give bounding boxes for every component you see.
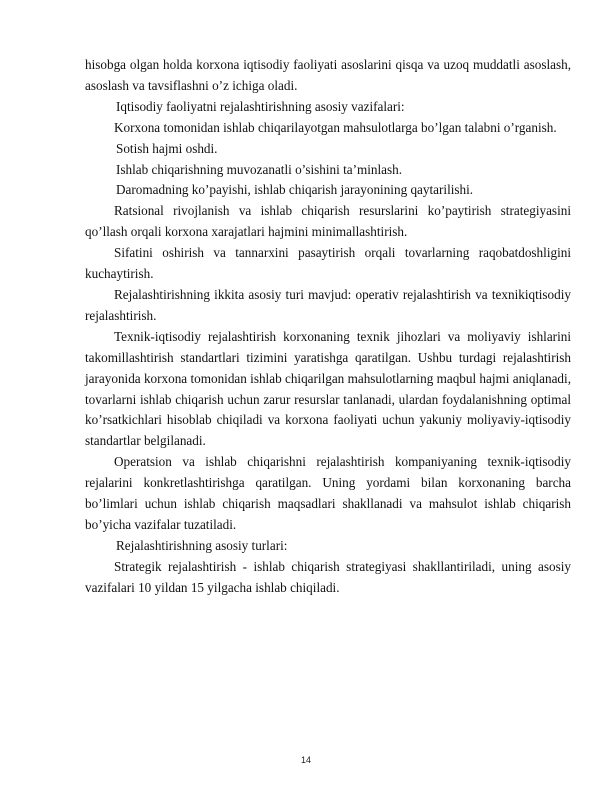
paragraph-competitiveness: Sifatini oshirish va tannarxini pasaytirish orqali tovarlarning raqobatdoshligini kuchaytirish. bbox=[85, 245, 571, 282]
paragraph-main-types-heading: Rejalashtirishning asosiy turlari: bbox=[116, 537, 288, 553]
paragraph-tasks-heading: Iqtisodiy faoliyatni rejalashtirishning asosiy vazifalari: bbox=[116, 98, 405, 114]
page-number: 14 bbox=[300, 755, 311, 765]
document-page bbox=[85, 55, 571, 599]
paragraph-income-growth: Daromadning ko’payishi, ishlab chiqarish jarayonining qaytarilishi. bbox=[116, 182, 474, 198]
paragraph-balanced-growth: Ishlab chiqarishning muvozanatli o’sishini ta’minlash. bbox=[116, 161, 403, 177]
paragraph-strategic-planning: Strategik rejalashtirish - ishlab chiqarish strategiyasi shakllantiriladi, uning asosiy vazifalari 10 yildan 15 yilgacha ishlab chiqiladi. bbox=[85, 558, 571, 595]
paragraph-demand-study: Korxona tomonidan ishlab chiqarilayotgan mahsulotlarga bo’lgan talabni o’rganish. bbox=[114, 119, 557, 135]
paragraph-sales-volume: Sotish hajmi oshdi. bbox=[116, 140, 218, 156]
paragraph-cost-minimization: Ratsional rivojlanish va ishlab chiqarish resurslarini ko’paytirish strategiyasini qo’llash orqali korxona xarajatlari hajmini minimallashtirish. bbox=[85, 203, 571, 240]
paragraph-planning-types: Rejalashtirishning ikkita asosiy turi mavjud: operativ rejalashtirish va texnikiqtisodiy rejalashtirish. bbox=[85, 286, 571, 323]
paragraph-operational-planning: Operatsion va ishlab chiqarishni rejalashtirish kompaniyaning texnik-iqtisodiy rejalarini konkretlashtirishga qaratilgan. Uning yordami bilan korxonaning barcha bo’limlari uchun ishlab chiqarish maqsadlari shakllanadi va mahsulot ishlab chiqarish bo’yicha vazifalar tuzatiladi. bbox=[85, 454, 571, 532]
paragraph-technical-economic-planning: Texnik-iqtisodiy rejalashtirish korxonaning texnik jihozlari va moliyaviy ishlarini takomillashtirish standartlari tizimini yaratishga qaratilgan. Ushbu turdagi rejalashtirish jarayonida korxona tomonidan ishlab chiqarilgan mahsulotlarning maqbul hajmi aniqlanadi, tovarlarni ishlab chiqarish uchun zarur resurslar tanlanadi, ulardan foydalanishning optimal ko’rsatkichlari hisoblab chiqiladi va korxona faoliyati uchun yakuniy moliyaviy-iqtisodiy standartlar belgilanadi. bbox=[85, 328, 571, 449]
paragraph-continuation: hisobga olgan holda korxona iqtisodiy faoliyati asoslarini qisqa va uzoq muddatli asoslash, asoslash va tavsiflashni o’z ichiga oladi. bbox=[85, 57, 571, 93]
